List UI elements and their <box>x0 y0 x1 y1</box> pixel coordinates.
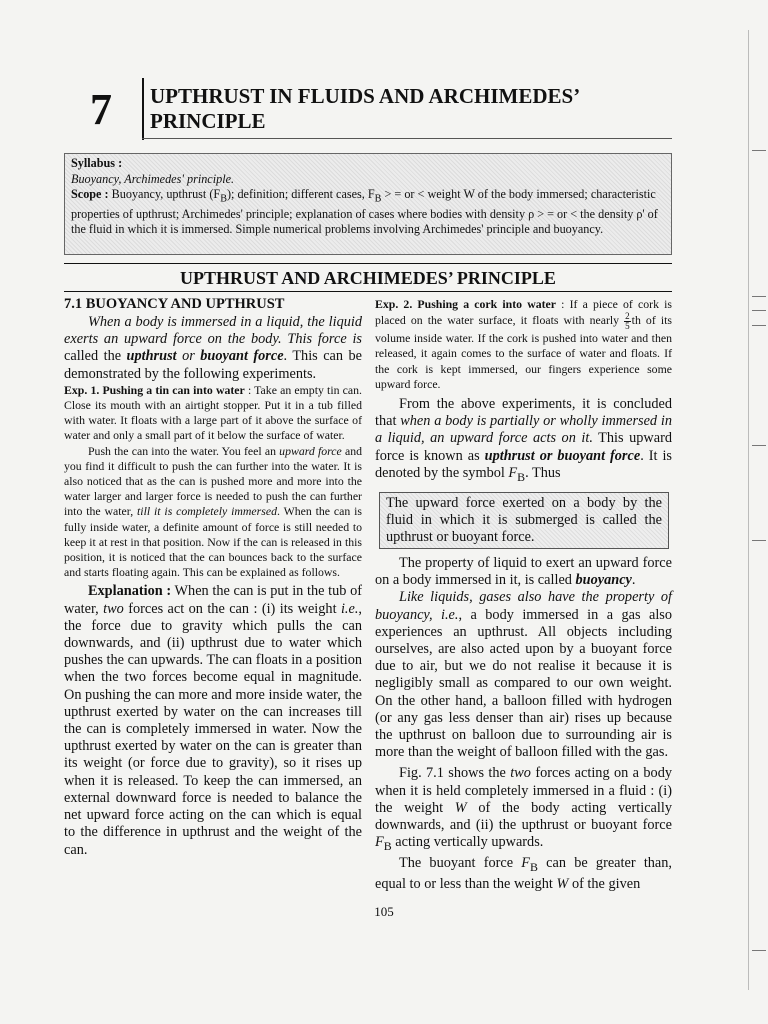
scope-text-3: > = or < weight W of the body immersed; characteristic properties of upthrust; Archimedes' principle; explanation of cases where bodies with density ρ > = or < the density ρ' of the fluid in which it is immersed. Simple numerical problems involving Archimedes' principle and buoyancy. <box>71 187 658 237</box>
fig-two: two <box>510 765 531 782</box>
scan-edge-tick <box>752 325 766 326</box>
symbol-f: F <box>508 464 518 481</box>
exp1-label: Exp. 1. Pushing a tin can into water <box>64 382 245 397</box>
scope-text-2: ); definition; different cases, F <box>226 187 375 201</box>
chapter-number: 7 <box>90 85 112 134</box>
chapter-divider <box>142 78 144 140</box>
syllabus-scope <box>71 187 665 238</box>
fraction-two-fifths <box>624 312 631 331</box>
left-column <box>64 295 362 859</box>
syllabus-box <box>64 153 672 255</box>
expl-text-end: , the force due to gravity which pulls the can downwards, and (ii) upthrust due to water which pushes the can upwards. The can floats in a position when the two forces become equal in magnitude. On pushing the can more and more inside water, the upthrust exerted by water on the can increases till the can is completely immersed in water. Now the upthrust exerted by water on the can is greater than its weight (or force due to gravity), so it rises up when it is released. To keep the can immersed, an external downward force is needed to balance the net upward force acting on the can which is equal to the difference in upthrust and the weight of the can. <box>64 600 362 858</box>
scan-edge-tick <box>752 445 766 446</box>
symbol-f: F <box>375 834 384 851</box>
page-number: 105 <box>374 904 394 919</box>
concl-italic: when a body is partially or wholly immersed in a liquid, an upward force acts on it. <box>375 413 672 447</box>
chapter-title-line-2: PRINCIPLE <box>150 109 266 133</box>
scan-edge-tick <box>752 150 766 151</box>
symbol-f: F <box>521 855 531 872</box>
chapter-underline <box>142 138 672 139</box>
expl-text: forces act on the can : (i) its weight <box>123 600 341 617</box>
exp2-text: : If a piece of cork is placed on the water surface, it floats with nearly <box>375 297 672 328</box>
syllabus-heading: Syllabus : <box>71 156 123 170</box>
exp1-text: : Take an empty tin can. Close its mouth with an airtight stopper. Put it in a tub filled with water. It floats with a large part of it above the surface of water and only a small part of it below the surface of water. <box>64 382 362 443</box>
intro-italic: When a body is immersed in a liquid, the liquid exerts an upward force on the body. This force is <box>64 314 362 348</box>
intro-text-end: . This can be demonstrated by the following experiments. <box>64 348 362 382</box>
intro-or: or <box>176 348 201 365</box>
last-paragraph <box>375 855 672 893</box>
buoy-text: The property of liquid to exert an upward force on a body immersed in it, is called <box>375 554 672 589</box>
concl-text: This upward force is known as <box>375 430 672 464</box>
intro-paragraph <box>64 314 362 383</box>
syllabus-topics: Buoyancy, Archimedes' principle. <box>71 171 235 186</box>
scope-subscript: B <box>220 193 227 205</box>
scope-label: Scope : <box>71 187 109 201</box>
explanation-paragraph <box>64 583 362 858</box>
symbol-subscript: B <box>517 469 526 484</box>
scope-text-1: Buoyancy, upthrust (F <box>108 187 221 201</box>
experiment-1 <box>64 383 362 444</box>
explanation-label: Explanation : <box>88 583 172 600</box>
scan-edge-tick <box>752 540 766 541</box>
experiment-2 <box>375 297 672 392</box>
concl-text: . It is denoted by the symbol <box>375 447 673 481</box>
section-title: UPTHRUST AND ARCHIMEDES’ PRINCIPLE <box>180 268 556 288</box>
term-upthrust: upthrust <box>126 348 177 365</box>
exp2-label: Exp. 2. Pushing a cork into water <box>375 297 557 311</box>
chapter-title <box>150 84 710 134</box>
para2-text: and you find it difficult to push the can further into the water. It is also noticed that as the can is pushed more and more into the water larger and larger force is needed to push the can further into the water, <box>64 443 362 519</box>
right-column <box>375 297 672 893</box>
buoy-text-end: . <box>631 572 636 589</box>
concl-text-end: . Thus <box>525 464 561 481</box>
scan-edge-tick <box>752 296 766 297</box>
para2-text-end: . When the can is fully inside water, a definite amount of force is still needed to keep it at rest in that position. Now if the can is released in this position, it is noticed that the can bounces back to the surface and starts floating again. This can be explained as follows. <box>64 504 362 580</box>
fig-text-end: acting vertically upwards. <box>391 834 544 851</box>
intro-text: called the <box>64 348 127 365</box>
scan-edge-line <box>748 30 749 990</box>
last-text-end: of the given <box>568 876 641 893</box>
concl-term: upthrust or buoyant force <box>484 447 641 464</box>
figure-paragraph <box>375 765 672 855</box>
fig-text: Fig. 7.1 shows the <box>399 765 511 782</box>
symbol-w: W <box>454 799 467 816</box>
fraction-denominator: 5 <box>625 321 630 332</box>
symbol-subscript: B <box>530 860 538 875</box>
exp2-text-end: th of its volume inside water. If the cork is pushed into water and then released, it again comes to the surface of water and floats. If the cork is kept immersed, our fingers experience some upward force. <box>375 313 672 391</box>
section-rule-top <box>64 263 672 264</box>
term-buoyancy: buoyancy <box>575 572 632 589</box>
section-rule-bottom <box>64 291 672 292</box>
para2-upward-force: upward force <box>279 443 342 458</box>
gas-paragraph <box>375 589 672 761</box>
scope-subscript: B <box>374 193 382 205</box>
expl-ie: i.e. <box>340 600 359 617</box>
gas-italic: Like liquids, gases also have the property of buoyancy, i.e. <box>375 589 672 623</box>
expl-two: two <box>103 600 124 617</box>
concl-text: From the above experiments, it is concluded that <box>375 396 672 430</box>
chapter-title-line-1: UPTHRUST IN FLUIDS AND ARCHIMEDES’ <box>150 84 581 108</box>
experiment-1-continued <box>64 444 362 581</box>
term-buoyant-force: buoyant force <box>200 348 284 365</box>
conclusion-paragraph <box>375 396 672 486</box>
para2-text: Push the can into the water. You feel an <box>88 443 280 458</box>
scan-edge-tick <box>752 950 766 951</box>
fraction-numerator: 2 <box>625 311 630 322</box>
definition-box: The upward force exerted on a body by the fluid in which it is submerged is called the upthrust or buoyant force. <box>379 492 669 549</box>
gas-text: , a body immersed in a gas also experiences an upthrust. All objects including ourselves, are also acted upon by a buoyant force due to air, but we do not realise it because it is negligibly small as compared to our own weight. On the other hand, a balloon filled with hydrogen (or any gas less denser than air) rises up because the upthrust on balloon due to surrounding air is more than the weight of balloon filled with the gas. <box>375 606 673 761</box>
fig-text: of the body acting vertically downwards, and (ii) the upthrust or buoyant force <box>375 799 672 833</box>
expl-text: When the can is put in the tub of water, <box>64 583 362 617</box>
scan-edge-tick <box>752 310 766 311</box>
buoyancy-paragraph <box>375 555 672 589</box>
heading-7-1: 7.1 BUOYANCY AND UPTHRUST <box>64 296 285 312</box>
fig-text: forces acting on a body when it is held completely immersed in a fluid : (i) the weight <box>375 765 673 816</box>
last-text: The buoyant force <box>399 855 522 872</box>
symbol-w: W <box>556 876 569 893</box>
last-text: can be greater than, equal to or less than the weight <box>375 855 673 893</box>
symbol-subscript: B <box>383 839 392 853</box>
para2-italic: till it is completely immersed <box>137 504 277 519</box>
